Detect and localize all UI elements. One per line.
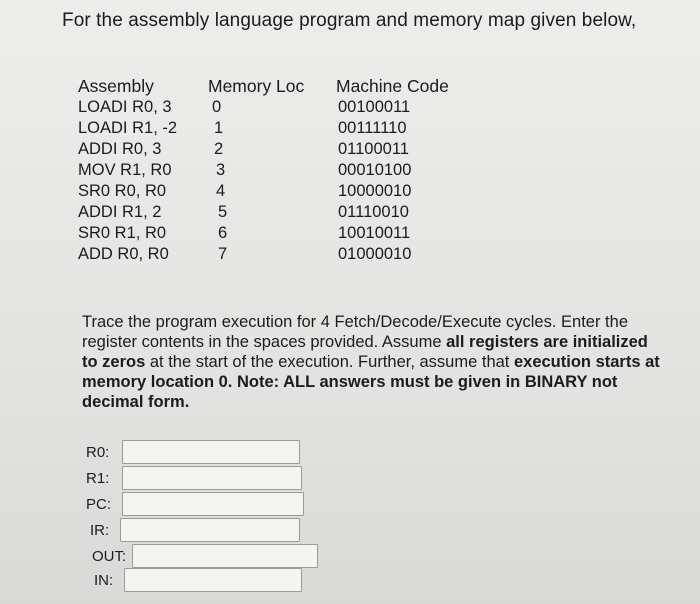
machine-code-cell: 10010011 [338,224,411,242]
memory-loc-cell: 6 [218,224,228,242]
memory-loc-cell: 7 [218,245,228,263]
assembly-cell: SR0 R1, R0 [78,224,167,242]
register-label: OUT: [92,548,127,565]
machine-code-cell: 01000010 [338,245,412,263]
assembly-cell: LOADI R1, -2 [78,119,178,137]
machine-code-header: Machine Code [336,76,449,96]
register-label: IN: [94,572,114,589]
out-answer-field[interactable] [132,544,318,568]
memory-loc-cell: 3 [216,161,226,179]
question-emphasis-1: all registers are initialized to zeros [82,333,648,371]
r1-answer-field[interactable] [122,466,302,490]
machine-code-cell: 10000010 [338,182,412,200]
assembly-header: Assembly [78,76,154,96]
assembly-cell: SR0 R0, R0 [78,182,167,200]
memory-loc-cell: 4 [216,182,226,200]
question-emphasis-2: execution starts at memory location 0. Note: ALL answers must be given in BINARY not decimal form. [82,353,660,411]
register-label: R1: [86,470,110,487]
r0-answer-field[interactable] [122,440,300,464]
assembly-cell: ADD R0, R0 [78,245,169,263]
memory-loc-cell: 1 [214,119,224,137]
assembly-cell: MOV R1, R0 [78,161,172,179]
page-heading: For the assembly language program and memory map given below, [62,10,637,31]
memory-loc-cell: 5 [218,203,228,221]
question-part-1: Trace the program execution for 4 Fetch/Decode/Execute cycles. Enter the register contents in the spaces provided. Assume [82,313,628,351]
ir-answer-field[interactable] [120,518,300,542]
machine-code-column [336,76,449,265]
memory-loc-column [208,76,304,265]
in-answer-field[interactable] [124,568,302,592]
question-text [82,312,662,412]
memory-loc-cell: 0 [212,98,222,116]
machine-code-cell: 00111110 [338,119,407,137]
machine-code-cell: 01100011 [338,140,409,158]
register-label: PC: [86,496,112,513]
register-label: R0: [86,444,110,461]
question-part-3: at the start of the execution. Further, assume that [145,353,514,371]
machine-code-cell: 00100011 [338,98,411,116]
machine-code-cell: 01110010 [338,203,409,221]
assembly-cell: ADDI R1, 2 [78,203,162,221]
register-label: IR: [90,522,110,539]
assembly-cell: ADDI R0, 3 [78,140,162,158]
machine-code-cell: 00010100 [338,161,412,179]
memory-loc-header: Memory Loc [208,76,305,96]
assembly-column [78,76,177,265]
memory-loc-cell: 2 [214,140,224,158]
assembly-cell: LOADI R0, 3 [78,98,172,116]
pc-answer-field[interactable] [122,492,304,516]
